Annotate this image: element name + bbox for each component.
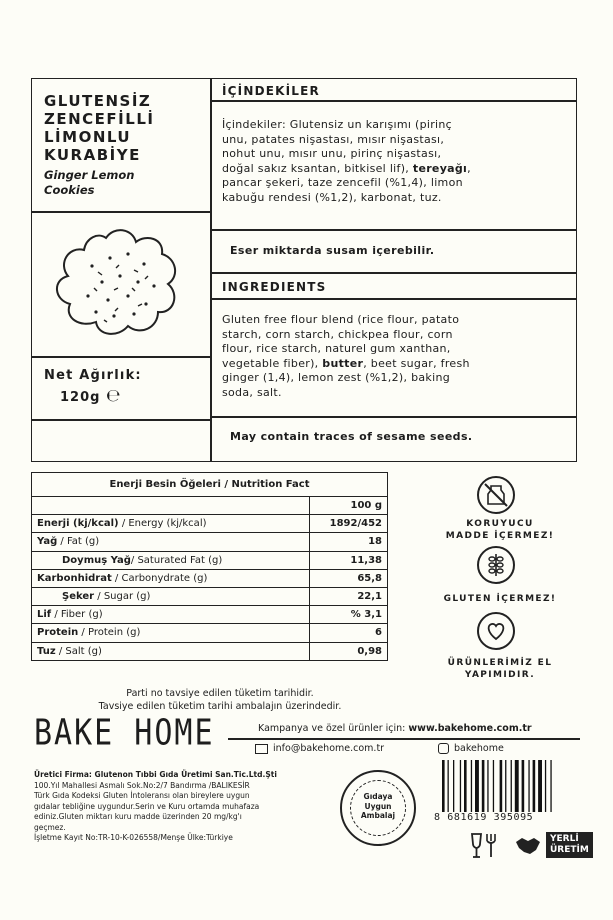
local-production-badge xyxy=(514,832,593,858)
text-line: ginger (1,4), lemon zest (%1,2), baking xyxy=(222,371,450,385)
nutrient-tr: Yağ xyxy=(37,536,58,548)
text-line: soda, salt. xyxy=(222,385,282,399)
nutrient-value: 22,1 xyxy=(310,587,388,605)
producer-line: Üretici Firma: Glutenon Tıbbi Gıda Üretimi San.Tic.Ltd.Şti xyxy=(34,770,277,779)
allergen-note-en: May contain traces of sesame seeds. xyxy=(230,430,473,443)
divider xyxy=(31,419,211,421)
barcode-bar xyxy=(453,760,454,812)
table-row xyxy=(32,515,388,533)
text-line: kabuğu rendesi (%1,2), karbonat, tuz. xyxy=(222,190,442,204)
barcode-bar xyxy=(528,760,529,812)
badge-line: MADDE İÇERMEZ! xyxy=(445,531,555,541)
expiry-note xyxy=(40,687,400,713)
text-segment: , xyxy=(467,161,471,175)
divider xyxy=(31,356,211,358)
nutrient-name xyxy=(32,551,310,569)
nutrient-en: / Fat (g) xyxy=(57,536,100,548)
badge-handmade xyxy=(430,657,570,681)
divider xyxy=(210,416,577,418)
instagram-contact xyxy=(438,743,504,754)
ingredients-tr-text xyxy=(222,118,572,206)
seal-line: Uygun xyxy=(364,801,392,811)
nutrient-tr: Enerji (kj/kcal) xyxy=(37,518,119,530)
barcode-bar xyxy=(487,760,488,812)
text-line xyxy=(222,162,572,177)
text-line: pancar şekeri, taze zencefil (%1,4), limon xyxy=(222,176,463,190)
nutrient-en: / Salt (g) xyxy=(55,645,102,657)
barcode-bar xyxy=(442,760,445,812)
website-link[interactable]: www.bakehome.com.tr xyxy=(408,723,532,734)
table-row xyxy=(32,624,388,642)
allergen-highlight: butter xyxy=(322,356,364,370)
barcode-bar xyxy=(538,760,542,812)
badge-no-preservatives xyxy=(430,518,570,542)
table-cell xyxy=(32,497,310,515)
nutrient-name xyxy=(32,533,310,551)
nutrient-tr: Lif xyxy=(37,609,52,621)
nutrient-value: % 3,1 xyxy=(310,606,388,624)
table-row xyxy=(32,606,388,624)
nutrient-name xyxy=(32,624,310,642)
handshake-icon xyxy=(514,832,542,858)
local-line: ÜRETİM xyxy=(550,845,589,855)
subtitle-line: Cookies xyxy=(44,183,95,197)
barcode-digits: 8 681619 395095 xyxy=(434,812,534,823)
note-line: Tavsiye edilen tüketim tarihi ambalajın üzerindedir. xyxy=(98,701,342,712)
text-line: İçindekiler: Glutensiz un karışımı (pirinç xyxy=(222,118,453,131)
table-header-row xyxy=(32,473,388,497)
nutrient-value: 65,8 xyxy=(310,569,388,587)
nutrient-tr: Karbonhidrat xyxy=(37,572,112,584)
nutrient-value: 0,98 xyxy=(310,642,388,660)
note-line: Parti no tavsiye edilen tüketim tarihidir. xyxy=(126,688,314,699)
barcode-bar xyxy=(471,760,472,812)
nutrient-name xyxy=(32,606,310,624)
cookie-illustration xyxy=(48,224,188,342)
estimated-sign: ℮ xyxy=(105,386,122,406)
barcode-bars xyxy=(440,760,580,815)
barcode-bar xyxy=(493,760,494,812)
barcode-bar xyxy=(511,760,512,812)
nutrient-value: 1892/452 xyxy=(310,515,388,533)
divider xyxy=(210,229,577,231)
barcode-bar xyxy=(500,760,503,812)
campaign-line xyxy=(258,723,532,734)
barcode-bar xyxy=(482,760,485,812)
divider xyxy=(210,298,577,300)
title-line: KURABİYE xyxy=(44,146,141,164)
food-contact-icon xyxy=(467,830,499,862)
barcode-bar xyxy=(460,760,461,812)
campaign-text: Kampanya ve özel ürünler için: xyxy=(258,723,409,734)
nutrient-en: / Carbonydrate (g) xyxy=(111,572,208,584)
ingredients-tr-heading: İÇİNDEKİLER xyxy=(222,84,320,98)
badge-line: KORUYUCU xyxy=(466,519,534,529)
column-divider xyxy=(210,78,212,462)
per-100g: 100 g xyxy=(310,497,388,515)
badge-line: YAPIMIDIR. xyxy=(464,670,536,680)
seal-text xyxy=(342,792,414,821)
barcode-bar xyxy=(505,760,506,812)
barcode-bar xyxy=(522,760,525,812)
divider xyxy=(228,738,580,740)
divider xyxy=(210,272,577,274)
nutrient-value: 6 xyxy=(310,624,388,642)
table-row xyxy=(32,551,388,569)
nutrient-en: / Fiber (g) xyxy=(51,609,103,621)
divider xyxy=(31,211,211,213)
text-line: unu, patates nişastası, mısır nişastası, xyxy=(222,132,445,146)
table-row xyxy=(32,642,388,660)
text-segment: , beet sugar, fresh xyxy=(363,356,470,370)
no-preservatives-icon xyxy=(477,476,515,514)
producer-line: 100.Yıl Mahallesi Asmalı Sok.No:2/7 Bandırma /BALIKESİR xyxy=(34,780,250,790)
text-line xyxy=(222,357,572,372)
producer-line: geçmez. xyxy=(34,822,66,832)
producer-info xyxy=(34,770,334,844)
text-line: Gluten free flour blend (rice flour, patato xyxy=(222,313,460,326)
subtitle-line: Ginger Lemon xyxy=(44,168,135,182)
divider xyxy=(210,100,577,102)
nutrient-tr: Doymuş Yağ xyxy=(62,554,131,566)
ingredients-en-text xyxy=(222,313,572,401)
title-line: GLUTENSİZ xyxy=(44,92,152,110)
nutrient-name xyxy=(32,587,310,605)
badge-gluten-free xyxy=(430,593,570,605)
nutrition-table xyxy=(31,472,388,661)
table-row xyxy=(32,569,388,587)
local-production-text xyxy=(546,832,593,858)
nutrient-tr: Şeker xyxy=(62,591,95,603)
title-line: LİMONLU xyxy=(44,128,132,146)
barcode-bar xyxy=(448,760,449,812)
allergen-highlight: tereyağı xyxy=(412,161,468,175)
barcode-bar xyxy=(545,760,546,812)
nutrient-en: / Sugar (g) xyxy=(94,591,151,603)
gluten-free-icon xyxy=(477,546,515,584)
nutrient-en: / Energy (kj/kcal) xyxy=(118,518,207,530)
text-line: flour, rice starch, naturel gum xanthan, xyxy=(222,342,451,356)
barcode-bar xyxy=(464,760,467,812)
barcode-bar xyxy=(550,760,551,812)
net-weight-value: 120g xyxy=(60,390,101,405)
nutrient-en: / Protein (g) xyxy=(78,627,141,639)
product-title xyxy=(44,92,154,164)
text-line: nohut unu, mısır unu, pirinç nişastası, xyxy=(222,147,442,161)
nutrient-tr: Protein xyxy=(37,627,79,639)
table-row xyxy=(32,533,388,551)
nutrition-header: Enerji Besin Öğeleri / Nutrition Fact xyxy=(32,473,388,497)
nutrient-name xyxy=(32,642,310,660)
net-weight-label: Net Ağırlık: xyxy=(44,368,142,383)
nutrient-tr: Tuz xyxy=(37,645,56,657)
brand-logo: BAKE HOME xyxy=(34,712,215,754)
table-row xyxy=(32,497,388,515)
text-segment: vegetable fiber), xyxy=(222,356,323,370)
nutrient-value: 18 xyxy=(310,533,388,551)
seal-line: Gıdaya xyxy=(363,792,393,801)
product-subtitle xyxy=(44,168,134,198)
email-link[interactable]: info@bakehome.com.tr xyxy=(273,743,385,754)
table-row xyxy=(32,587,388,605)
email-contact xyxy=(255,743,384,754)
badge-line: ÜRÜNLERİMİZ EL xyxy=(447,658,553,668)
producer-line: ediniz.Gluten miktarı kuru madde üzerinden 20 mg/kg'ı xyxy=(34,812,242,821)
badge-line: GLUTEN İÇERMEZ! xyxy=(443,594,557,604)
producer-line: gıdalar tebliğine uygundur.Serin ve Kuru ortamda muhafaza xyxy=(34,801,260,811)
text-line: starch, corn starch, chickpea flour, corn xyxy=(222,327,453,341)
producer-line: Türk Gıda Kodeksi Gluten İntoleransı olan bireylere uygun xyxy=(34,791,250,800)
barcode-bar xyxy=(475,760,479,812)
title-line: ZENCEFİLLİ xyxy=(44,110,155,128)
instagram-icon xyxy=(438,743,449,754)
nutrient-en: / Saturated Fat (g) xyxy=(130,554,223,566)
mail-icon xyxy=(255,744,268,754)
seal-line: Ambalaj xyxy=(360,811,396,820)
local-line: YERLİ xyxy=(550,834,579,844)
nutrient-name xyxy=(32,569,310,587)
allergen-note-tr: Eser miktarda susam içerebilir. xyxy=(230,244,435,257)
food-safe-seal xyxy=(340,770,416,846)
nutrient-value: 11,38 xyxy=(310,551,388,569)
ingredients-en-heading: INGREDIENTS xyxy=(222,280,327,294)
net-weight xyxy=(60,386,122,406)
barcode-bar xyxy=(515,760,519,812)
producer-line: İşletme Kayıt No:TR-10-K-026558/Menşe Ülke:Türkiye xyxy=(34,833,233,842)
heart-hand-icon xyxy=(477,612,515,650)
nutrient-name xyxy=(32,515,310,533)
text-segment: doğal sakız ksantan, bitkisel lif), xyxy=(222,161,413,175)
barcode-bar xyxy=(533,760,536,812)
instagram-handle[interactable]: bakehome xyxy=(454,743,504,754)
